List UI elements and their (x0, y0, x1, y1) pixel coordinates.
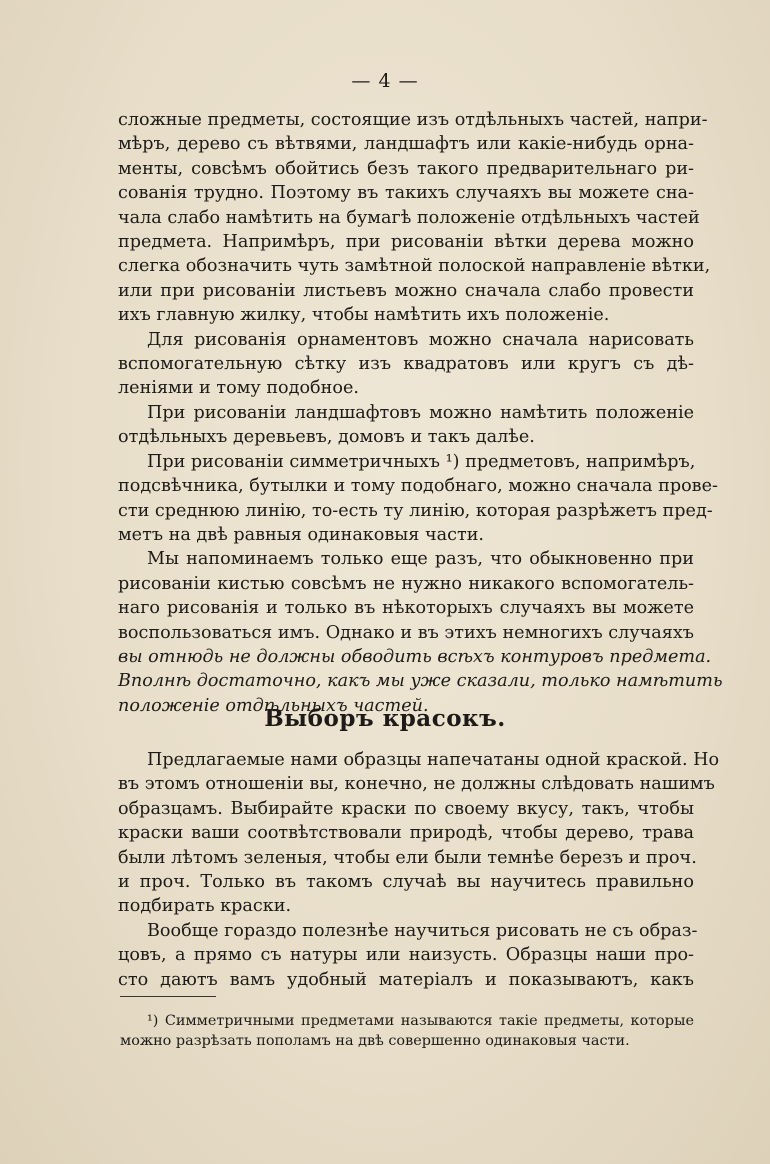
text-line: Вообще гораздо полезнѣе научиться рисовать не съ образ- (147, 920, 698, 941)
text-line: можно разрѣзать пополамъ на двѣ совершенно одинаковыя части. (120, 1033, 630, 1049)
text-line: или при рисованіи листьевъ можно сначала слабо провести (118, 280, 694, 301)
text-line: рисованіи кистью совсѣмъ не нужно никакого вспомогатель- (118, 573, 694, 594)
text-line: мѣръ, дерево съ вѣтвями, ландшафтъ или какіе-нибудь орна- (118, 134, 694, 155)
footnote-divider (120, 996, 216, 997)
text-line: При рисованіи симметричныхъ ¹) предметовъ, напримѣръ, (147, 451, 696, 472)
text-line: положеніе отдѣльныхъ частей. (118, 695, 429, 716)
text-line: Вполнѣ достаточно, какъ мы уже сказали, только намѣтить (118, 671, 723, 692)
text-line: вспомогательную сѣтку изъ квадратовъ или кругъ съ дѣ- (118, 354, 694, 375)
text-line: сложные предметы, состоящие изъ отдѣльныхъ частей, напри- (118, 110, 708, 130)
text-line: Для рисованія орнаментовъ можно сначала нарисовать (147, 329, 694, 350)
text-line: метъ на двѣ равныя одинаковыя части. (118, 524, 485, 545)
text-line: менты, совсѣмъ обойтись безъ такого предварительнаго ри- (118, 158, 694, 179)
text-line: Предлагаемые нами образцы напечатаны одной краской. Но (147, 750, 720, 770)
text-line: Мы напоминаемъ только еще разъ, что обыкновенно при (147, 549, 694, 570)
text-line: сти среднюю линію, то-есть ту линію, которая разрѣжетъ пред- (118, 500, 713, 521)
text-line: ¹) Симметричными предметами называются такіе предметы, которые (147, 1013, 694, 1029)
text-line: вы отнюдь не должны обводить всѣхъ контуровъ предмета. (118, 646, 712, 667)
text-block-auxiliary-drawing (118, 108, 723, 718)
text-line: предмета. Напримѣръ, при рисованіи вѣтки дерева можно (118, 232, 694, 253)
text-line: подбирать краски. (118, 896, 292, 917)
text-line: отдѣльныхъ деревьевъ, домовъ и такъ далѣе. (118, 427, 535, 448)
text-line: чала слабо намѣтить на бумагѣ положеніе отдѣльныхъ частей (118, 207, 700, 228)
text-line: При рисованіи ландшафтовъ можно намѣтить положеніе (147, 402, 694, 423)
text-line: и проч. Только въ такомъ случаѣ вы научитесь правильно (118, 872, 694, 893)
text-line: ихъ главную жилку, чтобы намѣтить ихъ положеніе. (118, 305, 610, 326)
text-block-choosing-paints (118, 748, 720, 992)
text-line: въ этомъ отношеніи вы, конечно, не должны слѣдовать нашимъ (118, 774, 715, 795)
text-line: краски ваши соотвѣтствовали природѣ, чтобы дерево, трава (118, 823, 694, 844)
text-line: подсвѣчника, бутылки и тому подобнаго, можно сначала прове- (118, 476, 718, 497)
text-line: сто даютъ вамъ удобный матеріалъ и показываютъ, какъ (118, 969, 694, 990)
text-line: слегка обозначить чуть замѣтной полоской направленіе вѣтки, (118, 256, 711, 277)
text-line: леніями и тому подобное. (118, 378, 359, 399)
text-line: образцамъ. Выбирайте краски по своему вкусу, такъ, чтобы (118, 798, 694, 819)
text-line: были лѣтомъ зеленыя, чтобы ели были темнѣе березъ и проч. (118, 847, 697, 868)
section-heading: Выборъ красокъ. (264, 705, 506, 732)
text-line: сованія трудно. Поэтому въ такихъ случаяхъ вы можете сна- (118, 183, 694, 204)
footnote (120, 1011, 694, 1051)
page-number: — 4 — (351, 70, 419, 92)
text-line: цовъ, а прямо съ натуры или наизусть. Образцы наши про- (118, 945, 694, 966)
text-line: воспользоваться имъ. Однако и въ этихъ немногихъ случаяхъ (118, 622, 694, 643)
text-line: наго рисованія и только въ нѣкоторыхъ случаяхъ вы можете (118, 598, 694, 619)
